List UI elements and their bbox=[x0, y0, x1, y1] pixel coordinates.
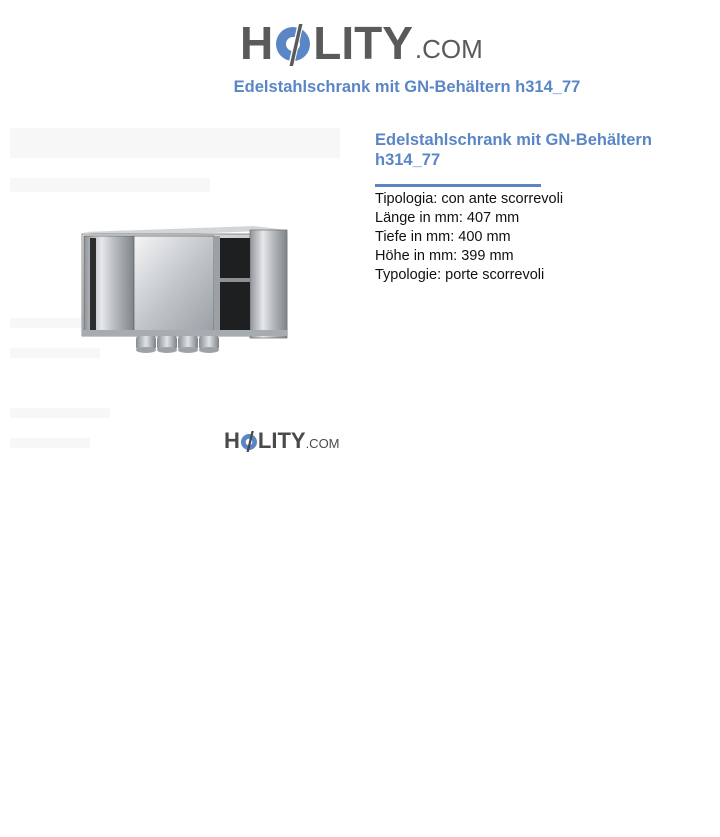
logo-o-icon bbox=[274, 20, 312, 66]
product-title: Edelstahlschrank mit GN-Behältern h314_77 bbox=[375, 131, 652, 169]
spec-line: Länge in mm: 407 mm bbox=[375, 210, 520, 226]
stainless-cabinet-illustration bbox=[0, 118, 352, 478]
spec-line: Höhe in mm: 399 mm bbox=[375, 248, 514, 264]
holity-logo[interactable] bbox=[240, 12, 483, 69]
spec-line: Tipologia: con ante scorrevoli bbox=[375, 191, 564, 207]
logo-letter-h: H bbox=[240, 17, 274, 69]
watermark-o-icon bbox=[240, 430, 258, 452]
logo-domain: .COM bbox=[414, 34, 483, 64]
title-underline bbox=[375, 184, 541, 187]
logo-letters-lity: LITY bbox=[313, 17, 413, 69]
holity-watermark-logo bbox=[224, 430, 340, 452]
product-details bbox=[375, 131, 675, 285]
watermark-domain: .COM bbox=[305, 436, 340, 451]
spec-line: Tiefe in mm: 400 mm bbox=[375, 229, 511, 245]
spec-line: Typologie: porte scorrevoli bbox=[375, 267, 545, 283]
watermark-letters-lity: LITY bbox=[257, 428, 306, 453]
watermark-letter-h: H bbox=[224, 428, 240, 453]
page-title: Edelstahlschrank mit GN-Behältern h314_77 bbox=[233, 78, 581, 96]
product-image bbox=[0, 118, 352, 478]
